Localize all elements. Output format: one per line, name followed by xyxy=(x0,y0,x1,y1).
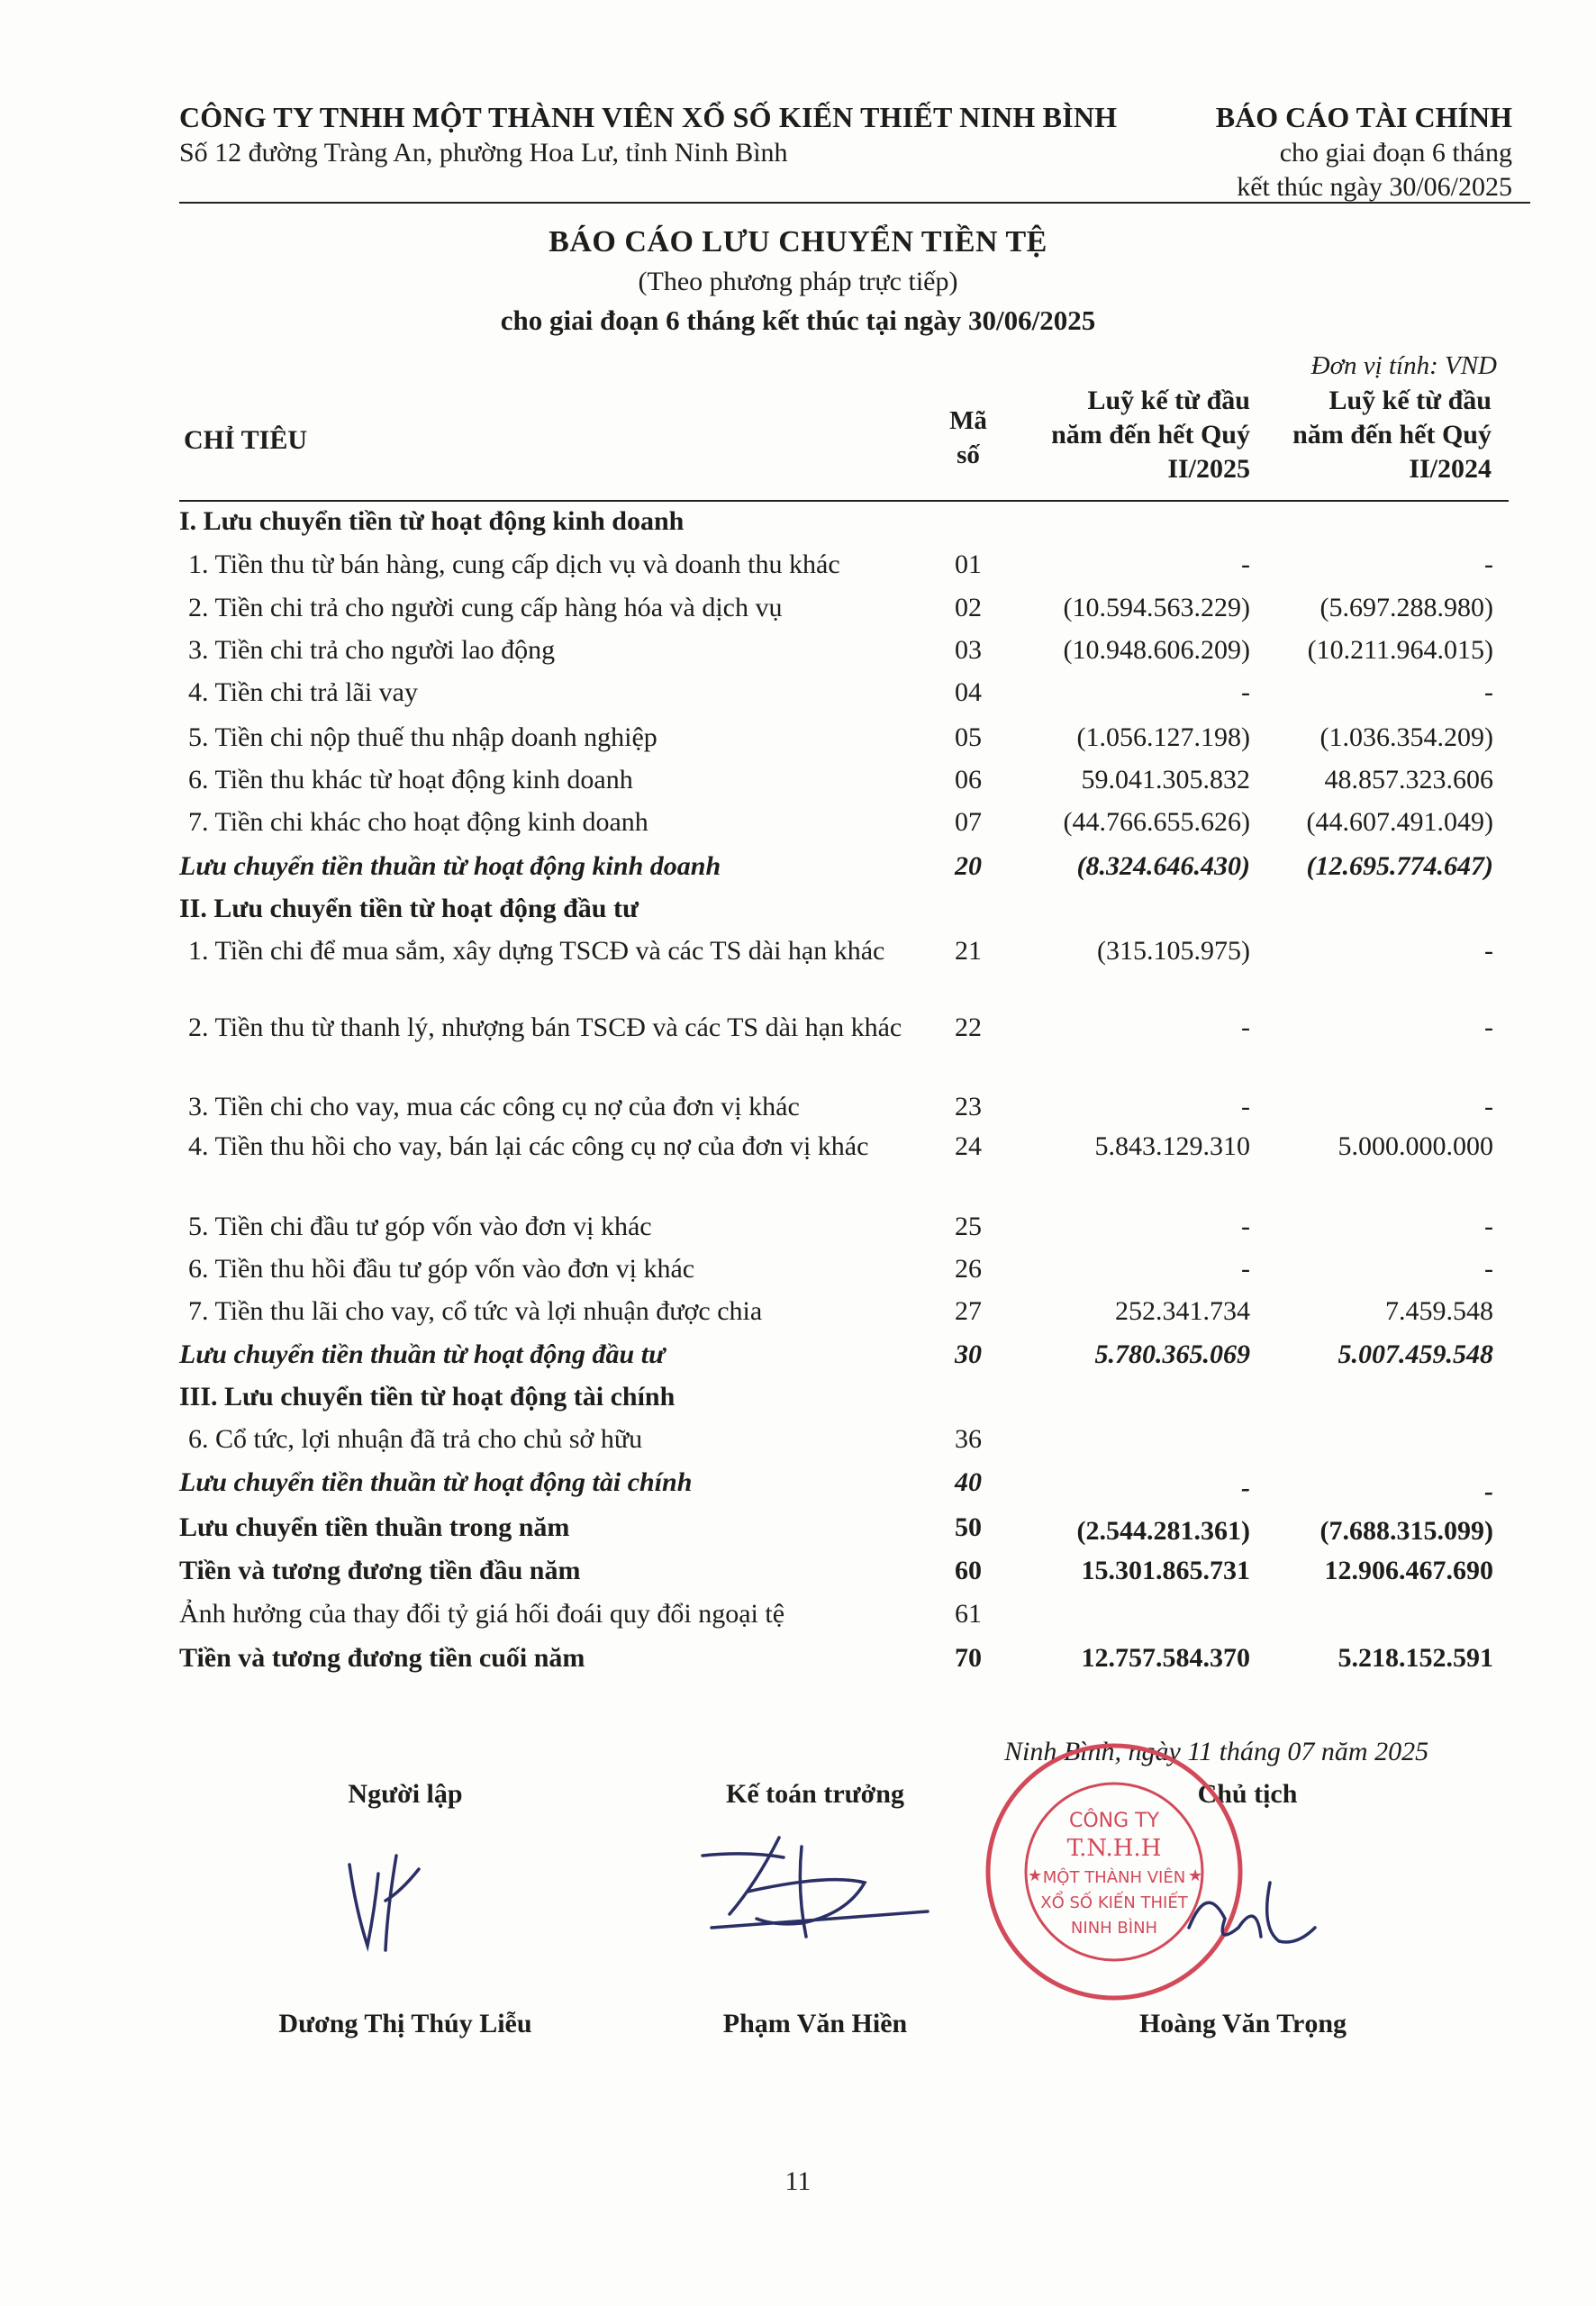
chief-accountant-signature xyxy=(694,1829,964,1964)
row-label: 6. Tiền thu khác từ hoạt động kinh doanh xyxy=(188,765,633,794)
row-code: 25 xyxy=(955,1212,982,1241)
row-value-2025: (44.766.655.626) xyxy=(1063,807,1250,837)
seal-line-5: NINH BÌNH xyxy=(1070,1919,1158,1938)
chief-accountant-name: Phạm Văn Hiền xyxy=(722,2009,908,2038)
row-code: 60 xyxy=(955,1556,982,1585)
column-header-2024 xyxy=(1261,384,1492,486)
row-value-2024: - xyxy=(1484,1092,1493,1121)
row-code: 26 xyxy=(955,1254,982,1284)
row-code: 24 xyxy=(955,1131,982,1161)
row-value-2024: 5.007.459.548 xyxy=(1338,1339,1493,1369)
row-value-2025: - xyxy=(1241,677,1250,707)
row-value-2024: 5.218.152.591 xyxy=(1338,1643,1493,1673)
row-code: 03 xyxy=(955,635,982,665)
table-header-divider xyxy=(179,500,1509,502)
row-label: III. Lưu chuyển tiền từ hoạt động tài chính xyxy=(179,1382,676,1412)
row-label: II. Lưu chuyển tiền từ hoạt động đầu tư xyxy=(179,894,639,923)
row-value-2025: (10.948.606.209) xyxy=(1063,635,1250,665)
row-label: 6. Tiền thu hồi đầu tư góp vốn vào đơn vị khác xyxy=(188,1254,695,1284)
column-header-2025-line-1: Luỹ kế từ đầu xyxy=(1087,386,1250,415)
seal-line-4: XỔ SỐ KIẾN THIẾT xyxy=(1040,1893,1188,1912)
row-value-2025: 252.341.734 xyxy=(1115,1296,1250,1326)
row-value-2025: - xyxy=(1241,1212,1250,1241)
row-label: 1. Tiền thu từ bán hàng, cung cấp dịch vụ và doanh thu khác xyxy=(188,549,840,579)
statement-subtitle: cho giai đoạn 6 tháng kết thúc tại ngày 30/06/2025 xyxy=(500,304,1096,336)
title-block xyxy=(0,225,1596,337)
row-value-2024: (1.036.354.209) xyxy=(1319,722,1493,752)
row-value-2025: - xyxy=(1241,549,1250,579)
statement-method: (Theo phương pháp trực tiếp) xyxy=(638,267,958,296)
row-code: 01 xyxy=(955,549,982,579)
row-value-2025: 5.780.365.069 xyxy=(1094,1339,1250,1369)
row-label: 3. Tiền chi cho vay, mua các công cụ nợ của đơn vị khác xyxy=(188,1092,800,1121)
row-value-2025: (10.594.563.229) xyxy=(1063,593,1250,622)
row-value-2025: - xyxy=(1241,1012,1250,1042)
row-code: 50 xyxy=(955,1512,982,1542)
row-label: 2. Tiền chi trả cho người cung cấp hàng hóa và dịch vụ xyxy=(188,593,783,622)
report-type: BÁO CÁO TÀI CHÍNH xyxy=(1215,101,1512,133)
row-label: Lưu chuyển tiền thuần trong năm xyxy=(179,1512,570,1542)
row-label: 1. Tiền chi để mua sắm, xây dựng TSCĐ và các TS dài hạn khác xyxy=(188,936,885,966)
row-code: 23 xyxy=(955,1092,982,1121)
column-header-2024-line-3: II/2024 xyxy=(1409,454,1492,484)
report-period-line-1: cho giai đoạn 6 tháng xyxy=(1279,138,1512,168)
column-header-2025-line-3: II/2025 xyxy=(1167,454,1250,484)
row-label: 3. Tiền chi trả cho người lao động xyxy=(188,635,556,665)
column-header-2024-line-2: năm đến hết Quý xyxy=(1292,420,1492,449)
preparer-name: Dương Thị Thúy Liễu xyxy=(278,2009,532,2038)
row-code: 22 xyxy=(955,1012,982,1042)
currency-unit: Đơn vị tính: VND xyxy=(1310,351,1497,380)
chief-accountant-title: Kế toán trưởng xyxy=(726,1779,904,1809)
row-label: 2. Tiền thu từ thanh lý, nhượng bán TSCĐ và các TS dài hạn khác xyxy=(188,1012,902,1042)
chairman-name: Hoàng Văn Trọng xyxy=(1138,2009,1347,2038)
row-label: 5. Tiền chi nộp thuế thu nhập doanh nghiệp xyxy=(188,722,657,752)
company-address: Số 12 đường Tràng An, phường Hoa Lư, tỉnh Ninh Bình xyxy=(179,138,788,168)
row-value-2025: 59.041.305.832 xyxy=(1081,765,1250,794)
row-value-2024: (44.607.491.049) xyxy=(1306,807,1493,837)
row-code: 21 xyxy=(955,936,982,966)
column-header-2025 xyxy=(1009,384,1250,486)
row-label: 4. Tiền thu hồi cho vay, bán lại các công cụ nợ của đơn vị khác xyxy=(188,1131,869,1161)
row-value-2024: 7.459.548 xyxy=(1385,1296,1493,1326)
row-label: 7. Tiền chi khác cho hoạt động kinh doanh xyxy=(188,807,648,837)
column-header-code-line-1: Mã xyxy=(949,406,987,435)
seal-line-3: MỘT THÀNH VIÊN xyxy=(1042,1868,1186,1887)
row-value-2025: 15.301.865.731 xyxy=(1081,1556,1250,1585)
column-header-code-line-2: số xyxy=(957,440,980,469)
column-header-2024-line-1: Luỹ kế từ đầu xyxy=(1328,386,1492,415)
row-value-2025: - xyxy=(1241,1092,1250,1121)
row-code: 02 xyxy=(955,593,982,622)
row-code: 20 xyxy=(955,851,982,881)
row-label: Lưu chuyển tiền thuần từ hoạt động tài chính xyxy=(179,1467,693,1497)
row-code: 61 xyxy=(955,1599,982,1629)
row-code: 40 xyxy=(955,1467,982,1497)
preparer-title: Người lập xyxy=(348,1779,463,1809)
row-code: 06 xyxy=(955,765,982,794)
row-label: 5. Tiền chi đầu tư góp vốn vào đơn vị khác xyxy=(188,1212,652,1241)
row-value-2025: (1.056.127.198) xyxy=(1076,722,1250,752)
row-value-2025: - xyxy=(1241,1254,1250,1284)
row-value-2024: - xyxy=(1484,1212,1493,1241)
row-label: Ảnh hưởng của thay đổi tỷ giá hối đoái quy đổi ngoại tệ xyxy=(179,1599,785,1629)
row-value-2024: (12.695.774.647) xyxy=(1306,851,1493,881)
row-label: Tiền và tương đương tiền cuối năm xyxy=(179,1643,585,1673)
seal-line-2: T.N.H.H xyxy=(1066,1835,1162,1862)
row-value-2025: - xyxy=(1241,1473,1250,1503)
company-name: CÔNG TY TNHH MỘT THÀNH VIÊN XỔ SỐ KIẾN THIẾT NINH BÌNH xyxy=(179,101,1118,133)
report-header xyxy=(1216,101,1512,203)
row-value-2025: 5.843.129.310 xyxy=(1094,1131,1250,1161)
row-value-2024: - xyxy=(1484,1476,1493,1506)
row-code: 36 xyxy=(955,1424,982,1454)
row-value-2024: - xyxy=(1484,936,1493,966)
row-value-2024: 5.000.000.000 xyxy=(1338,1131,1493,1161)
row-label: Lưu chuyển tiền thuần từ hoạt động đầu tư xyxy=(179,1339,666,1369)
row-value-2024: - xyxy=(1484,1012,1493,1042)
column-header-code xyxy=(935,404,1002,472)
row-label: I. Lưu chuyển tiền từ hoạt động kinh doanh xyxy=(179,506,685,536)
row-code: 70 xyxy=(955,1643,982,1673)
row-value-2024: - xyxy=(1484,677,1493,707)
place-and-date: Ninh Bình, ngày 11 tháng 07 năm 2025 xyxy=(1004,1737,1429,1766)
row-value-2024: (5.697.288.980) xyxy=(1319,593,1493,622)
row-value-2024: - xyxy=(1484,1254,1493,1284)
row-value-2025: (8.324.646.430) xyxy=(1076,851,1250,881)
svg-text:★: ★ xyxy=(1028,1866,1043,1885)
svg-text:★: ★ xyxy=(1188,1866,1203,1885)
row-code: 05 xyxy=(955,722,982,752)
seal-line-1: CÔNG TY xyxy=(1068,1810,1160,1832)
column-header-indicator: CHỈ TIÊU xyxy=(184,425,307,455)
row-label: 7. Tiền thu lãi cho vay, cổ tức và lợi nhuận được chia xyxy=(188,1296,763,1326)
statement-title: BÁO CÁO LƯU CHUYỂN TIỀN TỆ xyxy=(549,225,1047,259)
row-value-2024: (10.211.964.015) xyxy=(1307,635,1493,665)
report-period-line-2: kết thúc ngày 30/06/2025 xyxy=(1237,172,1512,202)
preparer-signature xyxy=(333,1847,441,1964)
row-label: Lưu chuyển tiền thuần từ hoạt động kinh doanh xyxy=(179,851,721,881)
row-value-2024: 48.857.323.606 xyxy=(1324,765,1493,794)
row-label: Tiền và tương đương tiền đầu năm xyxy=(179,1556,581,1585)
row-label: 6. Cổ tức, lợi nhuận đã trả cho chủ sở hữu xyxy=(188,1424,643,1454)
chairman-signature xyxy=(1171,1865,1333,1964)
row-value-2024: - xyxy=(1484,549,1493,579)
header-divider xyxy=(179,202,1530,204)
company-header xyxy=(179,101,1117,168)
column-header-2025-line-2: năm đến hết Quý xyxy=(1051,420,1250,449)
row-value-2025: 12.757.584.370 xyxy=(1081,1643,1250,1673)
row-code: 27 xyxy=(955,1296,982,1326)
row-code: 07 xyxy=(955,807,982,837)
row-value-2024: (7.688.315.099) xyxy=(1319,1516,1493,1546)
chairman-title: Chủ tịch xyxy=(1197,1779,1298,1809)
page-number: 11 xyxy=(784,2166,812,2196)
row-value-2025: (2.544.281.361) xyxy=(1076,1516,1250,1546)
row-value-2024: 12.906.467.690 xyxy=(1324,1556,1493,1585)
row-label: 4. Tiền chi trả lãi vay xyxy=(188,677,418,707)
row-value-2025: (315.105.975) xyxy=(1097,936,1250,966)
row-code: 04 xyxy=(955,677,982,707)
row-code: 30 xyxy=(955,1339,982,1369)
